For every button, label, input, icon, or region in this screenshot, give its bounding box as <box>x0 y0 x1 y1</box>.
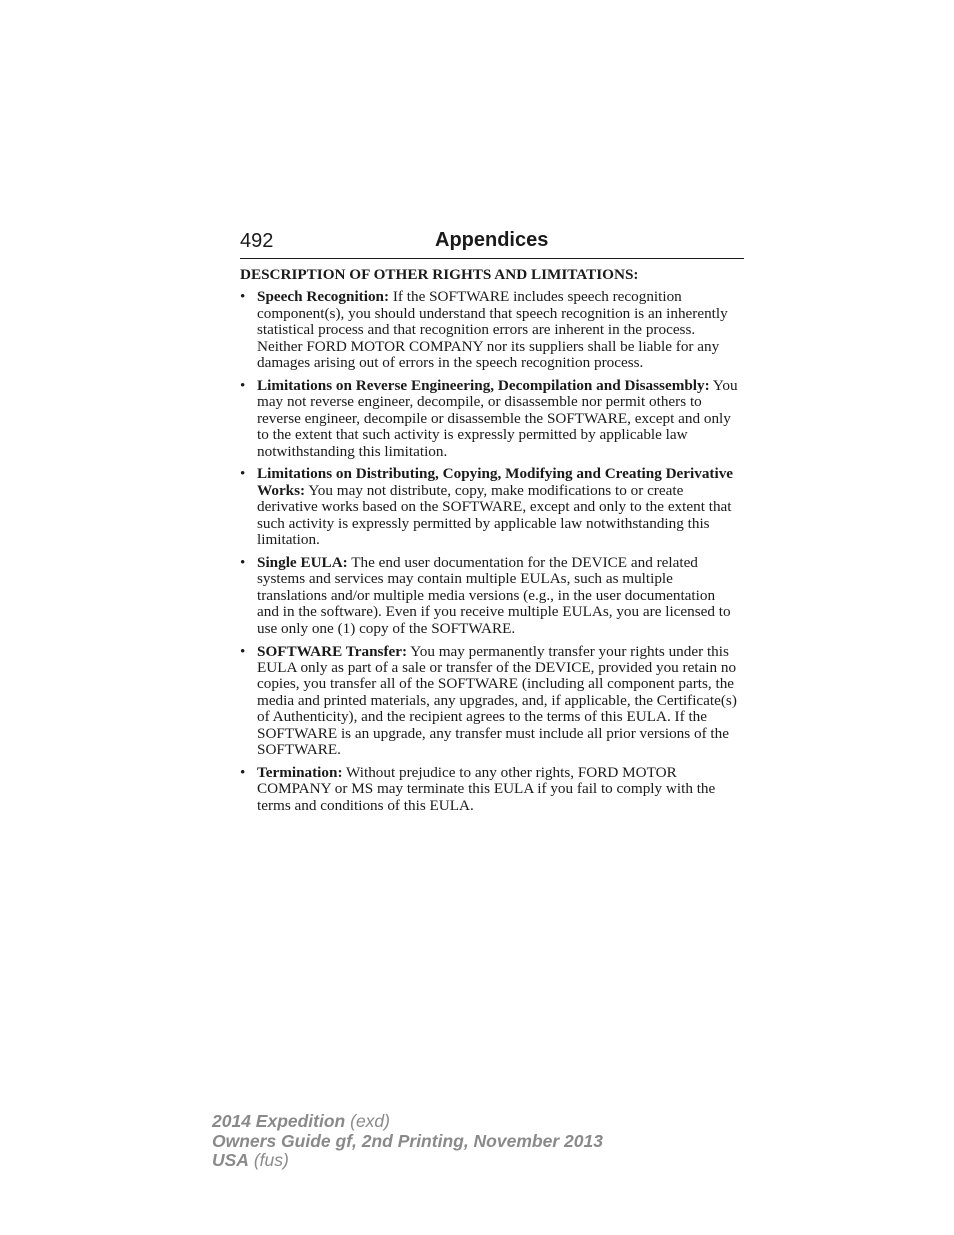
footer-guide-edition: Owners Guide gf, 2nd Printing, November 2013 <box>212 1130 603 1151</box>
bullet: • <box>240 763 246 781</box>
bullet: • <box>240 288 246 306</box>
list-item <box>240 644 740 759</box>
item-term: Limitations on Reverse Engineering, Decompilation and Disassembly: <box>257 376 710 394</box>
section-title: Appendices <box>435 229 549 251</box>
footer-market: USA <box>212 1150 249 1170</box>
item-text: The end user documentation for the DEVICE and related systems and services may contain multiple EULAs, such as multiple translations and/or multiple media versions (e.g., in the user documentation and in the software). Even if you receive multiple EULAs, you are licensed to use only one (1) copy of the SOFTWARE. <box>257 554 731 637</box>
list-item <box>240 466 740 548</box>
footer-vehicle-code: (exd) <box>345 1111 390 1131</box>
page-content <box>240 267 740 821</box>
list-item <box>240 765 740 814</box>
item-text: You may not distribute, copy, make modifications to or create derivative works based on the SOFTWARE, except and only to the extent that such activity is expressly permitted by applicable law notwithstanding this limitation. <box>257 481 732 549</box>
item-text: If the SOFTWARE includes speech recognition component(s), you should understand that speech recognition is an inherently statistical process and that recognition errors are inherent in the process. Neither FORD MOTOR COMPANY nor its suppliers shall be liable for any damages arising out of errors in the speech recognition process. <box>257 288 728 372</box>
page-footer <box>212 1112 603 1171</box>
bullet: • <box>240 554 246 571</box>
bullet: • <box>240 376 246 394</box>
page-header <box>240 228 744 259</box>
rights-limitations-list <box>240 289 740 814</box>
item-term: Single EULA: <box>257 554 348 571</box>
item-term: Termination: <box>257 763 343 781</box>
page-number: 492 <box>240 230 274 252</box>
footer-vehicle-line <box>212 1112 603 1132</box>
item-term: SOFTWARE Transfer: <box>257 642 408 660</box>
footer-market-line <box>212 1151 603 1171</box>
item-text: You may not reverse engineer, decompile, or disassemble nor permit others to reverse engineer, decompile or disassemble the SOFTWARE, except and only to the extent that such activity is expressly permitted by applicable law notwithstanding this limitation. <box>257 376 738 460</box>
item-text: You may permanently transfer your rights under this EULA only as part of a sale or transfer of the DEVICE, provided you retain no copies, you transfer all of the SOFTWARE (including all component parts, the media and printed materials, any upgrades, and, if applicable, the Certificate(s) of Authenticity), and the recipient agrees to the terms of this EULA. If the SOFTWARE is an upgrade, any transfer must include all prior versions of the SOFTWARE. <box>257 642 737 758</box>
footer-vehicle: 2014 Expedition <box>212 1111 346 1131</box>
item-term: Limitations on Distributing, Copying, Modifying and Creating Derivative Works: <box>257 465 734 499</box>
list-item <box>240 555 740 637</box>
list-item <box>240 289 740 371</box>
item-term: Speech Recognition: <box>257 288 390 306</box>
footer-market-code: (fus) <box>248 1150 289 1170</box>
subheading: DESCRIPTION OF OTHER RIGHTS AND LIMITATIONS: <box>240 266 639 283</box>
bullet: • <box>240 642 246 660</box>
list-item <box>240 378 740 460</box>
bullet: • <box>240 465 246 483</box>
item-text: Without prejudice to any other rights, FORD MOTOR COMPANY or MS may terminate this EULA if you fail to comply with the terms and conditions of this EULA. <box>257 763 716 814</box>
